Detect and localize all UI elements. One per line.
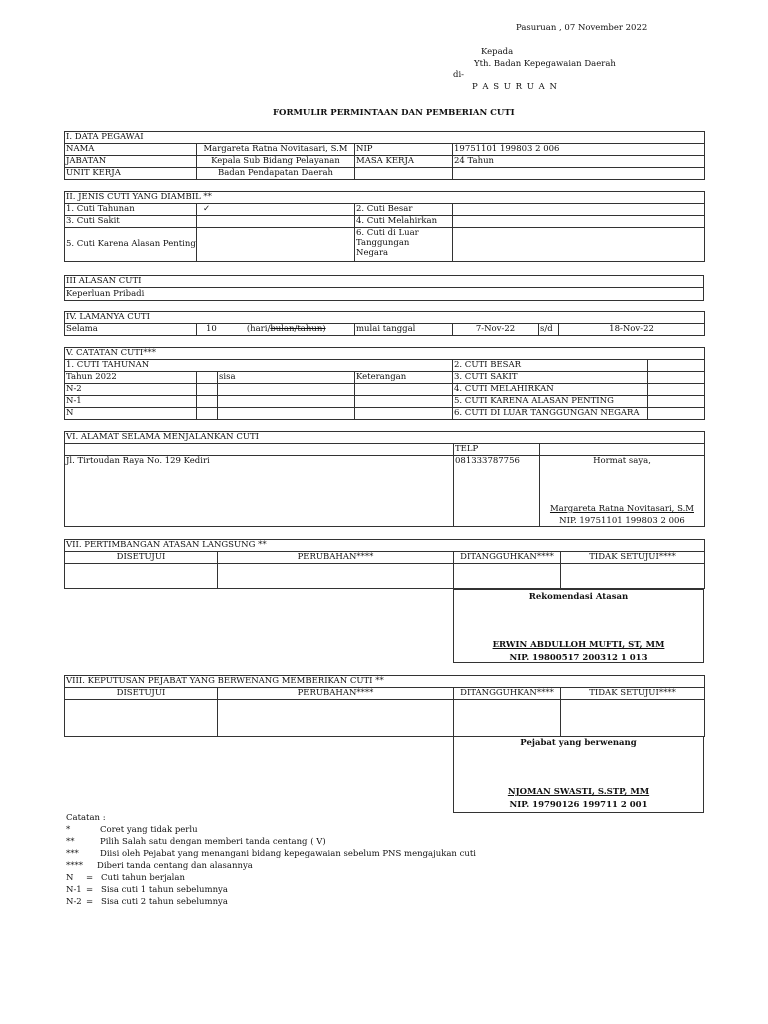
cuti-besar-label: 2. Cuti Besar [355,204,453,216]
durasi-value: 10 (hari/bulan/tahun) [197,324,355,336]
disetujui-check[interactable] [65,564,218,589]
checkmark-icon[interactable]: ✓ [197,204,355,216]
lamanya-cuti-table [64,311,705,336]
perubahan-header: PERUBAHAN**** [218,552,454,564]
hormat-saya: Hormat saya, [593,456,651,466]
section-heading: VIII. KEPUTUSAN PEJABAT YANG BERWENANG MEMBERIKAN CUTI ** [65,676,705,688]
legend-mark: N [66,873,74,883]
kepada-label: Kepada [481,47,514,57]
cuti-sakit-row: 3. CUTI SAKIT [453,372,648,384]
legend-eq: = [86,885,94,895]
cuti-sakit-label: 3. Cuti Sakit [65,216,197,228]
catatan-cuti-table [64,347,705,420]
jenis-cuti-table [64,191,705,262]
keputusan-pejabat-table [64,675,705,737]
alamat-value: Jl. Tirtoudan Raya No. 129 Kediri [65,456,454,527]
cuti-melahirkan-row: 4. CUTI MELAHIRKAN [453,384,648,396]
tidak-setujui-check[interactable] [561,564,705,589]
atasan-signature-box [453,589,704,663]
pemohon-nip: NIP. 19751101 199803 2 006 [559,516,685,526]
ditangguhkan-check[interactable] [454,564,561,589]
nama-label: NAMA [65,144,197,156]
disetujui-check[interactable] [65,700,218,737]
tidak-setujui-header: TIDAK SETUJUI**** [561,688,705,700]
section-heading: VII. PERTIMBANGAN ATASAN LANGSUNG ** [65,540,705,552]
ditangguhkan-header: DITANGGUHKAN**** [454,552,561,564]
tanggal-selesai-value: 18-Nov-22 [559,324,705,336]
selama-label: Selama [65,324,197,336]
tidak-setujui-check[interactable] [561,700,705,737]
note-mark: **** [66,861,83,871]
legend-text: Sisa cuti 1 tahun sebelumnya [101,885,228,895]
cuti-besar-check[interactable] [453,204,705,216]
tidak-setujui-header: TIDAK SETUJUI**** [561,552,705,564]
perubahan-check[interactable] [218,564,454,589]
cuti-luar-tanggungan-label: 6. Cuti di Luar Tanggungan Negara [355,228,453,262]
unit-kerja-label: UNIT KERJA [65,168,197,180]
pejabat-label: Pejabat yang berwenang [520,738,637,748]
notes-title: Catatan : [66,813,106,823]
disetujui-header: DISETUJUI [65,688,218,700]
note-mark: ** [66,837,75,847]
disetujui-header: DISETUJUI [65,552,218,564]
tahun-label: Tahun 2022 [65,372,197,384]
unit-kerja-value: Badan Pendapatan Daerah [197,168,355,180]
section-heading: III ALASAN CUTI [65,276,704,288]
keterangan-label: Keterangan [355,372,453,384]
tanggal-mulai-value: 7-Nov-22 [453,324,539,336]
di-label: di- [453,70,465,80]
pejabat-nip: NIP. 19790126 199711 2 001 [509,800,648,810]
perubahan-check[interactable] [218,700,454,737]
pejabat-signature-box [453,737,704,813]
note-text: Coret yang tidak perlu [100,825,198,835]
cuti-tahunan-header: 1. CUTI TAHUNAN [65,360,453,372]
n2-label: N-2 [65,384,197,396]
n1-label: N-1 [65,396,197,408]
legend-mark: N-1 [66,885,82,895]
sisa-label: sisa [218,372,355,384]
n-label: N [65,408,197,420]
cuti-melahirkan-check[interactable] [453,216,705,228]
legend-text: Sisa cuti 2 tahun sebelumnya [101,897,228,907]
pertimbangan-atasan-table [64,539,705,589]
data-pegawai-table [64,131,705,180]
legend-eq: = [86,873,94,883]
alasan-value: Keperluan Pribadi [65,288,704,301]
telp-label: TELP [454,444,540,456]
nip-value: 19751101 199803 2 006 [453,144,705,156]
section-heading: IV. LAMANYA CUTI [65,312,705,324]
perubahan-header: PERUBAHAN**** [218,688,454,700]
masa-kerja-label: MASA KERJA [355,156,453,168]
sd-label: s/d [539,324,559,336]
jabatan-label: JABATAN [65,156,197,168]
section-heading: II. JENIS CUTI YANG DIAMBIL ** [65,192,705,204]
legend-eq: = [86,897,94,907]
pejabat-name: NJOMAN SWASTI, S.STP, MM [507,787,650,797]
place-date: Pasuruan , 07 November 2022 [516,23,648,33]
legend-text: Cuti tahun berjalan [101,873,185,883]
form-title: FORMULIR PERMINTAAN DAN PEMBERIAN CUTI [273,108,515,118]
masa-kerja-value: 24 Tahun [453,156,705,168]
ditangguhkan-check[interactable] [454,700,561,737]
cuti-alasan-penting-label: 5. Cuti Karena Alasan Penting [65,228,197,262]
cuti-alasan-penting-check[interactable] [197,228,355,262]
cuti-sakit-check[interactable] [197,216,355,228]
section-heading: VI. ALAMAT SELAMA MENJALANKAN CUTI [65,432,705,444]
ditangguhkan-header: DITANGGUHKAN**** [454,688,561,700]
recipient-name: Yth. Badan Kepegawaian Daerah [474,59,616,69]
rekomendasi-label: Rekomendasi Atasan [528,592,629,602]
nip-label: NIP [355,144,453,156]
jabatan-value: Kepala Sub Bidang Pelayanan [197,156,355,168]
recipient-city: P A S U R U A N [472,82,558,92]
atasan-name: ERWIN ABDULLOH MUFTI, ST, MM [492,640,665,650]
note-text: Diberi tanda centang dan alasannya [97,861,253,871]
alasan-cuti-table [64,275,704,301]
cuti-besar-row: 2. CUTI BESAR [453,360,648,372]
pemohon-name: Margareta Ratna Novitasari, S.M [549,504,695,514]
cuti-alasan-penting-row: 5. CUTI KARENA ALASAN PENTING [453,396,648,408]
section-heading: I. DATA PEGAWAI [65,132,705,144]
nama-value: Margareta Ratna Novitasari, S.M [197,144,355,156]
cuti-melahirkan-label: 4. Cuti Melahirkan [355,216,453,228]
telp-value: 081333787756 [454,456,540,527]
legend-mark: N-2 [66,897,82,907]
note-mark: *** [66,849,79,859]
atasan-nip: NIP. 19800517 200312 1 013 [509,653,648,663]
cuti-tahunan-label: 1. Cuti Tahunan [65,204,197,216]
section-heading: V. CATATAN CUTI*** [65,348,705,360]
note-mark: * [66,825,71,835]
mulai-tanggal-label: mulai tanggal [355,324,453,336]
cuti-luar-tanggungan-check[interactable] [453,228,705,262]
cuti-luar-tanggungan-row: 6. CUTI DI LUAR TANGGUNGAN NEGARA [453,408,648,420]
note-text: Diisi oleh Pejabat yang menangani bidang kepegawaian sebelum PNS mengajukan cuti [100,849,476,859]
note-text: Pilih Salah satu dengan memberi tanda centang ( V) [100,837,326,847]
